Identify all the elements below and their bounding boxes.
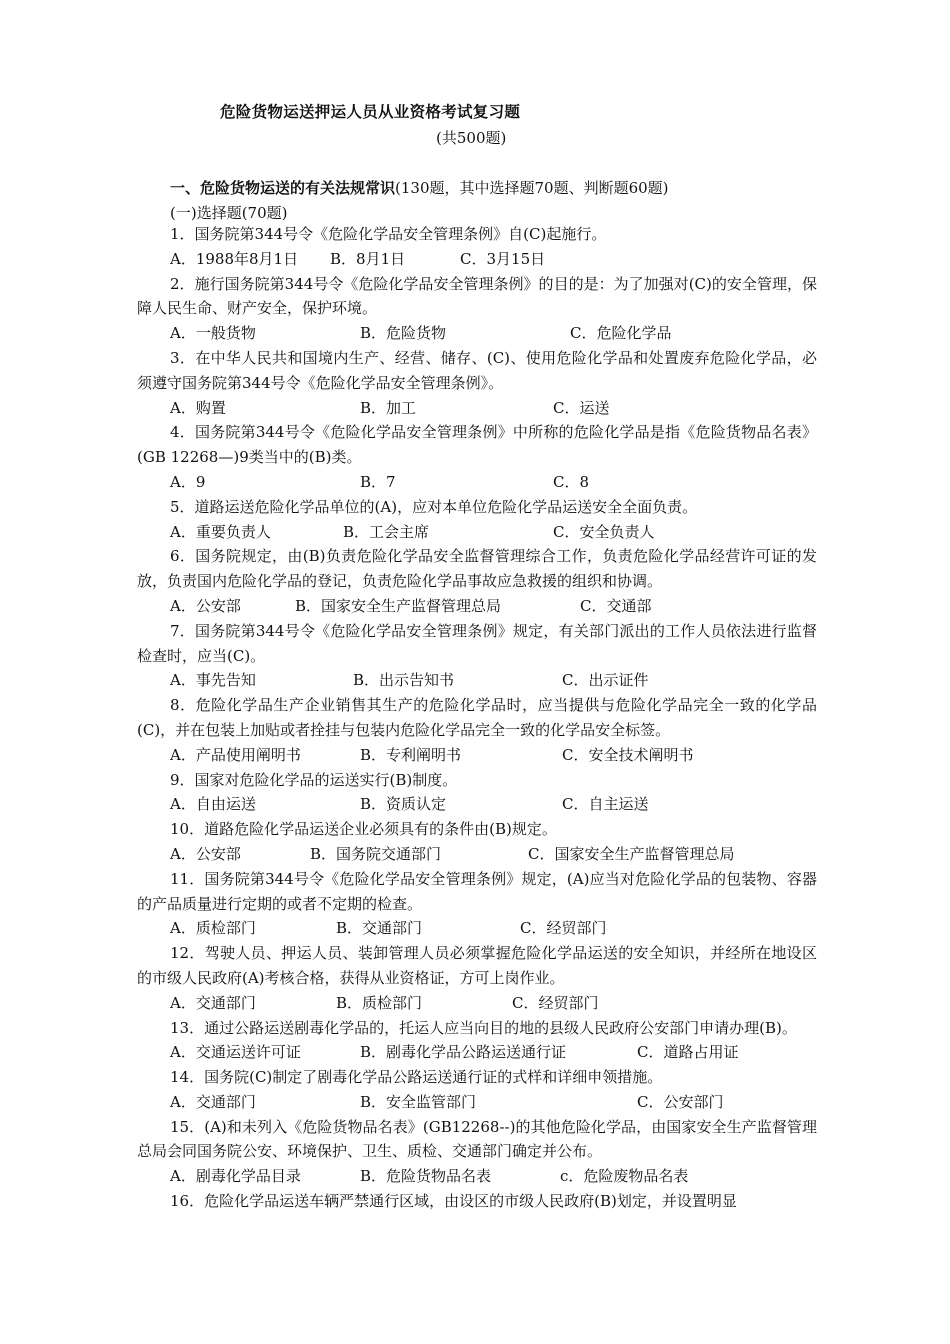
question-stem: 14．国务院(C)制定了剧毒化学品公路运送通行证的式样和详细申领措施。 <box>170 1068 663 1087</box>
question-option: B．国家安全生产监督管理总局 <box>295 596 502 615</box>
question-option: C．交通部 <box>580 596 652 615</box>
question-stem: 7．国务院第344号令《危险化学品安全管理条例》规定，有关部门派出的工作人员依法进行监督检查时，应当(C)。 <box>137 621 817 665</box>
question-options <box>137 396 817 421</box>
question-option: A．公安部 <box>170 596 241 615</box>
question-option: A．公安部 <box>170 844 241 863</box>
question-options <box>137 991 817 1016</box>
question-option: B．加工 <box>360 398 417 417</box>
question-option: B．7 <box>360 472 396 491</box>
question-stem: 11．国务院第344号令《危险化学品安全管理条例》规定，(A)应当对危险化学品的包装物、容器的产品质量进行定期的或者不定期的检查。 <box>137 869 817 913</box>
question-options <box>137 1090 817 1115</box>
question-item <box>137 544 817 618</box>
question-item <box>137 420 817 494</box>
question-item <box>137 1016 817 1066</box>
question-option: B．专利阐明书 <box>360 745 462 764</box>
question-stem: 6．国务院规定，由(B)负责危险化学品安全监督管理综合工作，负责危险化学品经营许可证的发放，负责国内危险化学品的登记，负责危险化学品事故应急救援的组织和协调。 <box>137 547 817 591</box>
question-item <box>137 941 817 1015</box>
question-item <box>137 1115 817 1189</box>
section-heading-text: 一、危险货物运送的有关法规常识 <box>170 179 396 197</box>
question-options <box>137 1164 817 1189</box>
question-options <box>137 916 817 941</box>
question-option: A．自由运送 <box>170 795 256 814</box>
question-item <box>137 1189 817 1214</box>
question-options <box>137 470 817 495</box>
question-list <box>137 222 817 1214</box>
question-option: C．8 <box>553 472 590 491</box>
question-options <box>137 743 817 768</box>
question-option: B．国务院交通部门 <box>310 844 442 863</box>
question-stem: 3．在中华人民共和国境内生产、经营、储存、(C)、使用危险化学品和处置废弃危险化学品，必须遵守国务院第344号令《危险化学品安全管理条例》。 <box>137 348 817 392</box>
question-stem: 10．道路危险化学品运送企业必须具有的条件由(B)规定。 <box>170 820 557 839</box>
question-option: A．交通部门 <box>170 1092 256 1111</box>
question-option: C．经贸部门 <box>520 919 607 938</box>
question-option: C．道路占用证 <box>637 1043 739 1062</box>
question-option: B．资质认定 <box>360 795 447 814</box>
question-option: C．运送 <box>553 398 610 417</box>
question-option: B．危险货物品名表 <box>360 1167 492 1186</box>
question-option: c．危险废物品名表 <box>560 1167 689 1186</box>
question-option: B．安全监管部门 <box>360 1092 477 1111</box>
question-option: B．质检部门 <box>336 993 423 1012</box>
question-option: C．安全技术阐明书 <box>562 745 694 764</box>
question-stem: 1．国务院第344号令《危险化学品安全管理条例》自(C)起施行。 <box>170 225 607 243</box>
question-option: A．质检部门 <box>170 919 256 938</box>
question-options <box>137 520 817 545</box>
document-title: 危险货物运送押运人员从业资格考试复习题 <box>220 103 521 121</box>
question-option: A．9 <box>170 472 206 491</box>
question-option: C．经贸部门 <box>512 993 599 1012</box>
question-stem: 8．危险化学品生产企业销售其生产的危险化学品时，应当提供与危险化学品完全一致的化学品(C)，并在包装上加贴或者拴挂与包装内危险化学品完全一致的化学品安全标签。 <box>137 696 817 739</box>
question-option: C．公安部门 <box>637 1092 724 1111</box>
question-stem: 4．国务院第344号令《危险化学品安全管理条例》中所称的危险化学品是指《危险货物品名表》(GB 12268—)9类当中的(B)类。 <box>137 423 817 467</box>
question-options <box>137 247 817 272</box>
question-stem: 9．国家对危险化学品的运送实行(B)制度。 <box>170 770 458 789</box>
question-option: A．1988年8月1日 <box>170 249 299 268</box>
question-options <box>137 668 817 693</box>
question-item <box>137 346 817 420</box>
section-heading-note: (130题，其中选择题70题、判断题60题) <box>395 179 669 197</box>
question-option: A．交通部门 <box>170 993 256 1012</box>
question-option: B．工会主席 <box>343 522 430 541</box>
question-options <box>137 594 817 619</box>
question-item <box>137 768 817 818</box>
question-options <box>137 842 817 867</box>
question-item <box>137 619 817 693</box>
question-option: B．8月1日 <box>330 249 406 268</box>
question-option: B．剧毒化学品公路运送通行证 <box>360 1043 567 1062</box>
question-stem: 12．驾驶人员、押运人员、装卸管理人员必须掌握危险化学品运送的安全知识，并经所在地设区的市级人民政府(A)考核合格，获得从业资格证，方可上岗作业。 <box>137 944 817 987</box>
subsection-heading: (一)选择题(70题) <box>170 204 288 222</box>
document-subtitle: (共500题) <box>436 129 507 147</box>
section-heading <box>170 177 669 198</box>
question-option: B．危险货物 <box>360 324 447 343</box>
question-option: A．事先告知 <box>170 671 256 690</box>
question-item <box>137 693 817 767</box>
question-option: B．出示告知书 <box>353 671 455 690</box>
question-item <box>137 1065 817 1115</box>
question-option: C．自主运送 <box>562 795 649 814</box>
question-options <box>137 792 817 817</box>
question-stem: 5．道路运送危险化学品单位的(A)，应对本单位危险化学品运送安全全面负责。 <box>170 497 698 516</box>
question-option: A．购置 <box>170 398 226 417</box>
question-stem: 2．施行国务院第344号令《危险化学品安全管理条例》的目的是：为了加强对(C)的安全管理，保障人民生命、财产安全，保护环境。 <box>137 274 817 318</box>
question-option: A．一般货物 <box>170 324 256 343</box>
question-option: A．剧毒化学品目录 <box>170 1167 301 1186</box>
question-option: C．国家安全生产监督管理总局 <box>528 844 735 863</box>
question-option: A．交通运送许可证 <box>170 1043 301 1062</box>
question-options <box>137 321 817 346</box>
question-stem: 13．通过公路运送剧毒化学品的，托运人应当向目的地的县级人民政府公安部门申请办理(B)。 <box>170 1018 797 1037</box>
question-option: C．危险化学品 <box>570 324 672 343</box>
question-stem: 16．危险化学品运送车辆严禁通行区域，由设区的市级人民政府(B)划定，并设置明显 <box>170 1192 737 1211</box>
question-stem: 15．(A)和未列入《危险货物品名表》(GB12268--)的其他危险化学品，由国家安全生产监督管理总局会同国务院公安、环境保护、卫生、质检、交通部门确定并公布。 <box>137 1117 817 1161</box>
question-option: A．重要负责人 <box>170 522 271 541</box>
question-item <box>137 495 817 545</box>
question-option: B．交通部门 <box>336 919 423 938</box>
question-item <box>137 817 817 867</box>
question-options <box>137 1040 817 1065</box>
question-item <box>137 867 817 941</box>
question-item <box>137 222 817 272</box>
question-option: C．安全负责人 <box>553 522 655 541</box>
question-option: A．产品使用阐明书 <box>170 745 301 764</box>
question-item <box>137 272 817 346</box>
question-option: C．出示证件 <box>562 671 649 690</box>
question-option: C．3月15日 <box>460 249 546 268</box>
